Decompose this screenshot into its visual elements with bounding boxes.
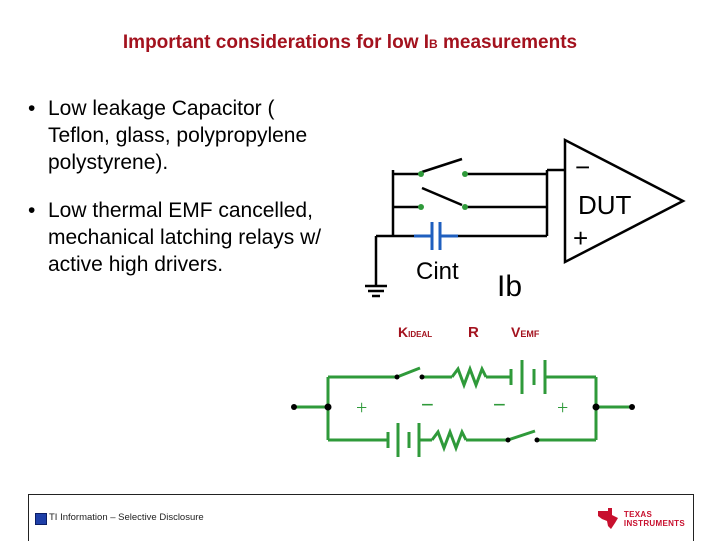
title-text-pre: Important considerations for low I (122, 32, 430, 53)
ib-label: Ib (497, 270, 523, 303)
bullet-marker: • (28, 199, 36, 222)
sign-minus-left: − (421, 392, 434, 417)
disclosure-square-icon (35, 513, 47, 525)
sign-minus-right: − (493, 392, 506, 417)
amp-minus-sign: − (575, 152, 591, 182)
ti-logo-line2: INSTRUMENTS (623, 519, 685, 528)
sign-plus-left: + (356, 397, 368, 419)
title-text-post: measurements (437, 32, 578, 53)
bullet-marker: • (28, 97, 36, 120)
bullet-text: Low leakage Capacitor ( Teflon, glass, polypropylene polystyrene). (48, 97, 308, 174)
feedback-relay-switches (418, 159, 468, 210)
ti-logo-line1: TEXAS (623, 510, 653, 519)
sign-plus-right: + (557, 397, 569, 419)
amp-dut-label: DUT (578, 190, 632, 220)
emf-model-wiring (294, 360, 632, 457)
ti-logo (596, 505, 685, 533)
v-emf-label: VEMF (511, 324, 540, 340)
k-ideal-label: KIDEAL (398, 324, 433, 340)
feedback-wiring (365, 170, 565, 296)
bullet-text: Low thermal EMF cancelled, mechanical latching relays w/ active high drivers. (48, 199, 322, 276)
footer-bar (28, 494, 694, 541)
cint-label: Cint (416, 258, 459, 285)
integration-capacitor (414, 222, 458, 250)
r-label: R (468, 324, 479, 341)
ti-state-icon (596, 507, 620, 531)
disclosure-text: TI Information – Selective Disclosure (49, 512, 204, 523)
ti-logo-wordmark (624, 510, 685, 528)
title-subscript: B (429, 37, 438, 51)
amp-plus-sign: + (573, 223, 589, 253)
